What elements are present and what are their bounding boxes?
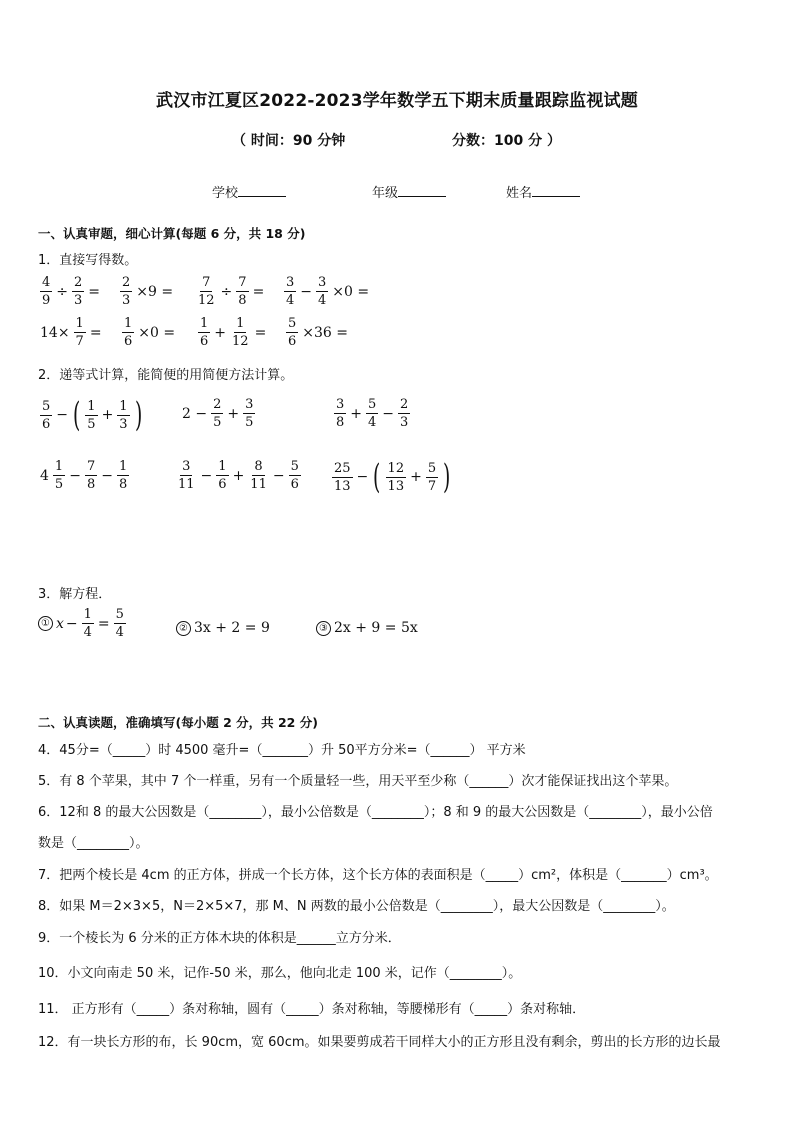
name-blank[interactable]	[532, 184, 580, 197]
q9-text: 9．一个棱长为 6 分米的正方体木块的体积是______立方分米．	[38, 931, 401, 946]
q3-label: 3．解方程．	[38, 587, 112, 602]
q2-expr-2: 2 − $\frac{2}{5}$ + $\frac{3}{5}$	[182, 397, 254, 430]
fraction: $\frac{7}{8}$	[238, 275, 247, 308]
fraction: $\frac{1}{6}$	[200, 316, 209, 349]
fraction: $\frac{5}{6}$	[288, 316, 297, 349]
school-label: 学校	[212, 186, 239, 201]
q10-text: 10．小文向南走 50 米，记作-50 米，那么，他向北走 100 米，记作（________）。	[38, 966, 522, 981]
q5-text: 5．有 8 个苹果，其中 7 个一样重，另有一个质量轻一些，用天平至少称（______）次才能保证找出这个苹果。	[38, 774, 678, 789]
q2-expr-5: $\frac{3}{11}$ − $\frac{1}{6}$ + $\frac{8}{11}$ − $\frac{5}{6}$	[178, 459, 299, 492]
fraction: $\frac{1}{7}$	[75, 316, 84, 349]
fraction: $\frac{5}{4}$	[368, 397, 377, 430]
q3-equation-2: ② 3x + 2 = 9	[176, 620, 270, 636]
q3-equation-1: ① x − $\frac{1}{4}$ = $\frac{5}{4}$	[38, 608, 128, 639]
fraction: $\frac{3}{11}$	[178, 459, 195, 492]
fraction: $\frac{5}{6}$	[42, 398, 51, 432]
fraction: $\frac{4}{9}$	[42, 275, 51, 308]
section2-heading: 二、认真读题，准确填写(每小题 2 分，共 22 分)	[38, 715, 318, 730]
fraction: $\frac{12}{13}$	[387, 460, 405, 494]
q1-item-1: $\frac{4}{9}$ ÷ $\frac{2}{3}$ =	[42, 275, 101, 308]
q1-item-7: $\frac{1}{6}$ + $\frac{1}{12}$ =	[200, 316, 267, 349]
q2-expr-6: $\frac{25}{13}$ − ( $\frac{12}{13}$ + $\frac{5}{7}$ )	[334, 457, 451, 497]
fraction: $\frac{2}{3}$	[74, 275, 83, 308]
q1-item-3: $\frac{7}{12}$ ÷ $\frac{7}{8}$ =	[198, 275, 265, 308]
school-field	[212, 182, 286, 201]
q2-expr-4: 4 $\frac{1}{5}$ − $\frac{7}{8}$ − $\frac{1}{8}$	[40, 459, 128, 492]
name-field	[506, 182, 580, 201]
q12-text: 12．有一块长方形的布，长 90cm，宽 60cm。如果要剪成若干同样大小的正方形且没有剩余，剪出的长方形的边长最	[38, 1035, 721, 1050]
fraction: $\frac{1}{5}$	[87, 398, 96, 432]
fraction: $\frac{2}{3}$	[400, 397, 409, 430]
q1-item-5: 14× $\frac{1}{7}$ =	[40, 316, 102, 349]
q7-text: 7．把两个棱长是 4cm 的正方体，拼成一个长方体，这个长方体的表面积是（_____）cm²，体积是（_______）cm³。	[38, 868, 718, 883]
fraction: $\frac{3}{5}$	[245, 397, 254, 430]
fraction: $\frac{1}{5}$	[54, 459, 64, 492]
q1-item-8: $\frac{5}{6}$ ×36 =	[288, 316, 349, 349]
q6-text-line2: 数是（________）。	[38, 836, 149, 851]
fraction: $\frac{2}{3}$	[122, 275, 131, 308]
fraction: $\frac{1}{4}$	[83, 607, 92, 640]
fraction: $\frac{3}{8}$	[336, 397, 345, 430]
fraction: $\frac{7}{8}$	[86, 459, 96, 492]
section1-heading: 一、认真审题，细心计算(每题 6 分，共 18 分)	[38, 226, 306, 241]
fraction: $\frac{25}{13}$	[334, 460, 351, 494]
fraction: $\frac{2}{5}$	[213, 397, 222, 430]
fraction: $\frac{5}{7}$	[427, 460, 437, 494]
fraction: $\frac{8}{11}$	[250, 459, 267, 492]
name-label: 姓名	[506, 186, 533, 201]
fraction: $\frac{1}{3}$	[119, 398, 128, 432]
q2-expr-1: $\frac{5}{6}$ − ( $\frac{1}{5}$ + $\frac{1}{3}$ )	[42, 395, 142, 435]
fraction: $\frac{1}{8}$	[118, 459, 128, 492]
q6-text-line1: 6．12和 8 的最大公因数是（________），最小公倍数是（________）；8 和 9 的最大公因数是（________），最小公倍	[38, 805, 713, 820]
fraction: $\frac{1}{12}$	[232, 316, 249, 349]
grade-blank[interactable]	[398, 184, 446, 197]
exam-title: 武汉市江夏区2022-2023学年数学五下期末质量跟踪监视试题	[156, 91, 638, 111]
q1-item-6: $\frac{1}{6}$ ×0 =	[124, 316, 176, 349]
grade-field	[372, 182, 446, 201]
fraction: $\frac{7}{12}$	[198, 275, 215, 308]
fraction: $\frac{1}{6}$	[124, 316, 133, 349]
fraction: $\frac{3}{4}$	[318, 275, 327, 308]
fraction: $\frac{5}{6}$	[290, 459, 299, 492]
score-label: 分数：100 分 ）	[452, 133, 561, 149]
grade-label: 年级	[372, 186, 399, 201]
q2-label: 2．递等式计算，能简便的用简便方法计算。	[38, 368, 294, 383]
fraction: $\frac{1}{6}$	[218, 459, 227, 492]
q2-expr-3: $\frac{3}{8}$ + $\frac{5}{4}$ − $\frac{2}{3}$	[336, 397, 409, 430]
q4-text: 4．45分=（_____）时 4500 毫升=（_______）升 50平方分米=（______） 平方米	[38, 743, 526, 758]
time-label: （ 时间：90 分钟	[232, 133, 346, 149]
school-blank[interactable]	[238, 184, 286, 197]
fraction: $\frac{3}{4}$	[286, 275, 295, 308]
q1-item-2: $\frac{2}{3}$ ×9 =	[122, 275, 174, 308]
q1-label: 1．直接写得数。	[38, 253, 138, 268]
q11-text: 11． 正方形有（_____）条对称轴，圆有（_____）条对称轴，等腰梯形有（_____）条对称轴．	[38, 1002, 586, 1017]
q3-equation-3: ③ 2x + 9 = 5x	[316, 620, 418, 636]
q8-text: 8．如果 M＝2×3×5，N＝2×5×7，那 M、N 两数的最小公倍数是（________），最大公因数是（________）。	[38, 899, 675, 914]
q1-item-4: $\frac{3}{4}$ − $\frac{3}{4}$ ×0 =	[286, 275, 370, 308]
fraction: $\frac{5}{4}$	[115, 607, 124, 640]
